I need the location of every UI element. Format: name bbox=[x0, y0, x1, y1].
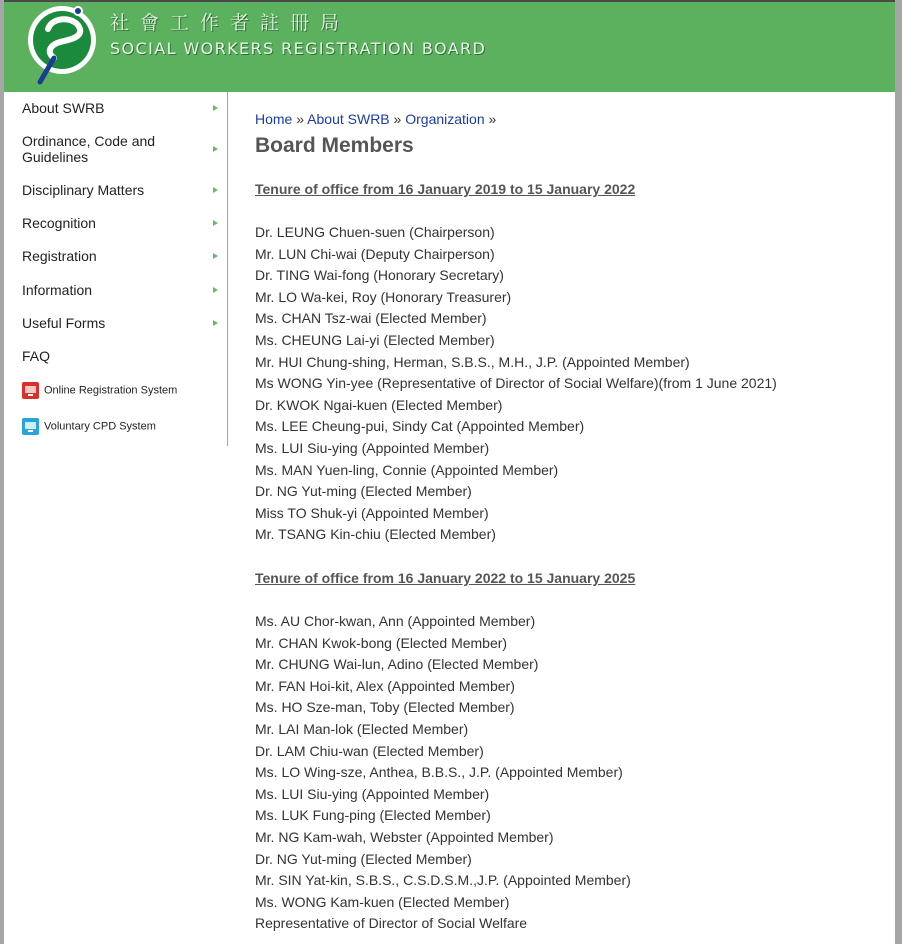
sidebar-item-label: FAQ bbox=[22, 348, 51, 364]
breadcrumb-about-link[interactable]: About SWRB bbox=[307, 111, 390, 127]
list-item: Dr. KWOK Ngai-kuen (Elected Member) bbox=[255, 396, 503, 413]
sidebar-item-label: Registration bbox=[22, 248, 97, 264]
list-item: Ms. LUI Siu-ying (Appointed Member) bbox=[255, 785, 490, 802]
sidebar-item-ordinance[interactable] bbox=[22, 133, 192, 165]
list-item: Ms. AU Chor-kwan, Ann (Appointed Member) bbox=[255, 613, 536, 629]
brand-english-name: SOCIAL WORKERS REGISTRATION BOARD bbox=[110, 39, 487, 58]
list-item: Ms. LEE Cheung-pui, Sindy Cat (Appointed Member) bbox=[255, 418, 585, 435]
list-item: Ms. LO Wing-sze, Anthea, B.B.S., J.P. (Appointed Member) bbox=[255, 764, 623, 781]
list-item: Ms. MAN Yuen-ling, Connie (Appointed Member) bbox=[255, 461, 559, 478]
list-item: Ms. CHEUNG Lai-yi (Elected Member) bbox=[255, 331, 495, 348]
list-item: Representative of Director of Social Welfare bbox=[255, 915, 528, 932]
page bbox=[4, 0, 895, 944]
list-item: Mr. CHUNG Wai-lun, Adino (Elected Member) bbox=[255, 656, 539, 673]
sidebar-item-label: Useful Forms bbox=[22, 315, 106, 331]
tenure-heading-2022: Tenure of office from 16 January 2022 to 15 January 2025 bbox=[255, 570, 636, 586]
arrow-right-icon bbox=[213, 146, 218, 152]
list-item: Dr. TING Wai-fong (Honorary Secretary) bbox=[255, 267, 504, 284]
sidebar-item-label: Information bbox=[22, 282, 93, 298]
page-title: Board Members bbox=[255, 134, 414, 157]
list-item: Mr. CHAN Kwok-bong (Elected Member) bbox=[255, 634, 508, 651]
voluntary-cpd-link[interactable] bbox=[22, 418, 156, 435]
breadcrumb-separator: » bbox=[488, 111, 497, 127]
breadcrumb-separator: » bbox=[393, 111, 402, 127]
sidebar-item-information[interactable] bbox=[22, 282, 218, 298]
member-list-2019 bbox=[255, 222, 777, 546]
sidebar-divider bbox=[227, 92, 228, 446]
list-item: Mr. LAI Man-lok (Elected Member) bbox=[255, 720, 469, 737]
sidebar-item-useful-forms[interactable] bbox=[22, 315, 218, 331]
list-item: Miss TO Shuk-yi (Appointed Member) bbox=[255, 504, 489, 521]
list-item: Ms WONG Yin-yee (Representative of Director of Social Welfare)(from 1 June 2021) bbox=[255, 375, 777, 392]
list-item: Dr. NG Yut-ming (Elected Member) bbox=[255, 483, 472, 500]
online-registration-icon bbox=[22, 382, 39, 399]
list-item: Ms. LUI Siu-ying (Appointed Member) bbox=[255, 439, 490, 456]
breadcrumb bbox=[255, 111, 496, 127]
breadcrumb-separator: » bbox=[296, 111, 305, 127]
brand-chinese-name: 社會工作者註冊局 bbox=[110, 12, 351, 34]
list-item: Mr. SIN Yat-kin, S.B.S., C.S.D.S.M.,J.P. (Appointed Member) bbox=[255, 872, 631, 889]
list-item: Dr. LAM Chiu-wan (Elected Member) bbox=[255, 742, 484, 759]
swrb-logo-icon[interactable] bbox=[20, 2, 100, 86]
arrow-right-icon bbox=[213, 187, 218, 193]
list-item: Mr. FAN Hoi-kit, Alex (Appointed Member) bbox=[255, 677, 515, 694]
list-item: Ms. LUK Fung-ping (Elected Member) bbox=[255, 807, 491, 824]
list-item: Mr. LO Wa-kei, Roy (Honorary Treasurer) bbox=[255, 288, 512, 305]
sidebar-item-about-swrb[interactable] bbox=[22, 100, 218, 116]
site-header bbox=[4, 2, 895, 92]
tenure-heading-2019: Tenure of office from 16 January 2019 to 15 January 2022 bbox=[255, 181, 636, 197]
arrow-right-icon bbox=[213, 320, 218, 326]
sidebar-item-label: About SWRB bbox=[22, 100, 105, 116]
arrow-right-icon bbox=[213, 253, 218, 259]
cpd-system-icon bbox=[22, 418, 39, 435]
sidebar-item-faq[interactable] bbox=[22, 348, 218, 364]
sidebar-item-disciplinary-matters[interactable] bbox=[22, 182, 218, 198]
list-item: Ms. HO Sze-man, Toby (Elected Member) bbox=[255, 699, 515, 716]
voluntary-cpd-label: Voluntary CPD System bbox=[44, 420, 156, 433]
list-item: Ms. CHAN Tsz-wai (Elected Member) bbox=[255, 310, 487, 327]
online-registration-label: Online Registration System bbox=[44, 384, 178, 397]
sidebar-item-label: Disciplinary Matters bbox=[22, 182, 145, 198]
list-item: Mr. LUN Chi-wai (Deputy Chairperson) bbox=[255, 245, 495, 262]
sidebar-item-recognition[interactable] bbox=[22, 215, 218, 231]
list-item: Dr. NG Yut-ming (Elected Member) bbox=[255, 850, 472, 867]
arrow-right-icon bbox=[213, 287, 218, 293]
list-item: Dr. LEUNG Chuen-suen (Chairperson) bbox=[255, 224, 495, 240]
list-item: Mr. HUI Chung-shing, Herman, S.B.S., M.H., J.P. (Appointed Member) bbox=[255, 353, 690, 370]
arrow-right-icon bbox=[213, 105, 218, 111]
breadcrumb-organization-link[interactable]: Organization bbox=[405, 111, 485, 127]
list-item: Mr. TSANG Kin-chiu (Elected Member) bbox=[255, 526, 496, 543]
sidebar-item-label: Ordinance, Code and Guidelines bbox=[22, 133, 156, 165]
member-list-2022 bbox=[255, 611, 631, 935]
list-item: Ms. WONG Kam-kuen (Elected Member) bbox=[255, 893, 510, 910]
breadcrumb-home-link[interactable]: Home bbox=[255, 111, 293, 127]
arrow-right-icon bbox=[213, 220, 218, 226]
list-item: Mr. NG Kam-wah, Webster (Appointed Member) bbox=[255, 828, 554, 845]
sidebar-item-registration[interactable] bbox=[22, 248, 218, 264]
online-registration-link[interactable] bbox=[22, 382, 177, 399]
sidebar-item-label: Recognition bbox=[22, 215, 96, 231]
